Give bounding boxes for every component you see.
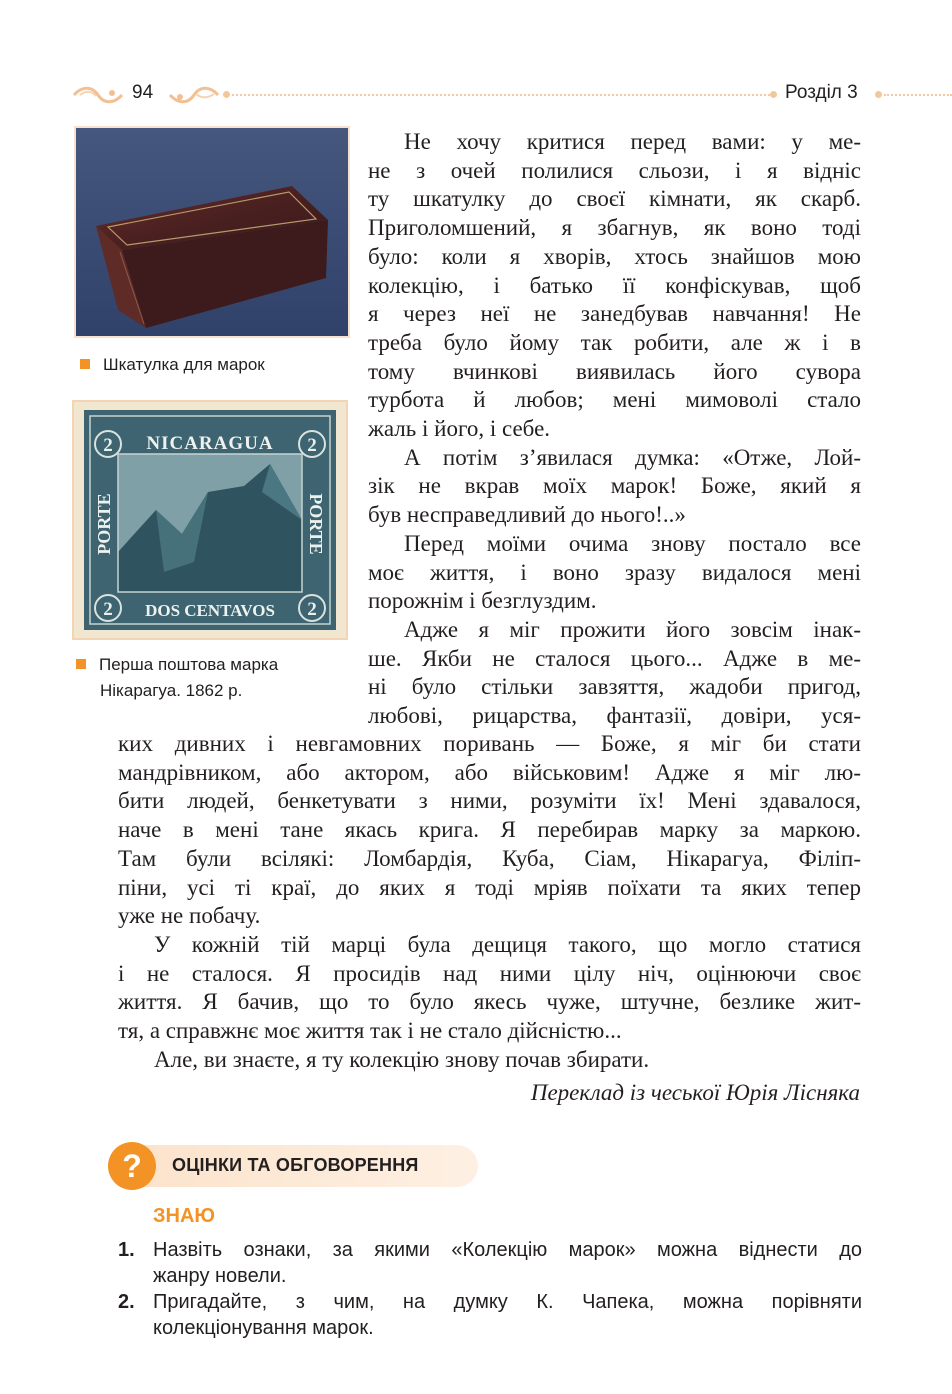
- section-label: Розділ 3: [785, 82, 858, 103]
- page-header: [0, 78, 952, 110]
- discussion-header: [108, 1142, 478, 1190]
- text-line: ні було стільки завзяття, жадоби пригод,: [368, 674, 861, 700]
- question-number: 1.: [118, 1239, 135, 1261]
- header-rule: [884, 94, 952, 96]
- text-line: уже не побачу.: [118, 903, 261, 929]
- stamp-box-photo: [76, 128, 348, 336]
- text-line: колекцію, і батько її конфіскував, щоб: [368, 272, 861, 298]
- text-line: Але, ви знаєте, я ту колекцію знову почав збирати.: [154, 1046, 650, 1072]
- narrow-text-column: [368, 128, 861, 731]
- figure-caption: Перша поштова марка Нікарагуа. 1862 р.: [76, 652, 278, 704]
- text-line: моє життя, і воно зразу видалося мені: [368, 559, 861, 585]
- svg-text:NICARAGUA: NICARAGUA: [146, 433, 274, 454]
- text-line: бити людей, бенкетувати з ними, розуміти їх! Мені здавалося,: [118, 788, 861, 814]
- svg-text:PORTE: PORTE: [94, 493, 114, 555]
- svg-text:DOS CENTAVOS: DOS CENTAVOS: [145, 601, 275, 620]
- text-line: ше. Якби не сталося цього... Адже в ме-: [368, 645, 861, 671]
- caption-bullet: [76, 659, 86, 669]
- header-dot: [875, 91, 882, 98]
- question-text: Назвіть ознаки, за якими «Колекцію марок» можна віднести до: [153, 1239, 862, 1261]
- svg-text:PORTE: PORTE: [306, 493, 326, 555]
- svg-text:2: 2: [103, 599, 113, 620]
- text-line: Адже я міг прожити його зовсім інак-: [404, 616, 861, 642]
- text-line: Там були всілякі: Ломбардія, Куба, Сіам, Нікарагуа, Філіп-: [118, 845, 861, 871]
- text-line: любові, рицарства, фантазії, довіри, уся-: [368, 703, 861, 729]
- text-line: Приголомшений, я збагнув, як воно тоді: [368, 215, 861, 241]
- svg-text:2: 2: [307, 599, 317, 620]
- discussion-title: ОЦІНКИ ТА ОБГОВОРЕННЯ: [172, 1155, 419, 1175]
- question-item: [118, 1289, 862, 1341]
- text-line: зік не вкрав моїх марок! Боже, який я: [368, 473, 861, 499]
- wide-text-column: [118, 730, 861, 1074]
- text-line: А потім з’явилася думка: «Отже, Лой-: [404, 444, 861, 470]
- text-line: тя, а справжнє моє життя так і не стало дійсністю...: [118, 1018, 622, 1044]
- text-line: Перед моїми очима знову постало все: [404, 530, 861, 556]
- header-dot: [223, 91, 230, 98]
- know-subtitle: ЗНАЮ: [153, 1205, 216, 1227]
- page-number: 94: [132, 82, 154, 103]
- text-line: мандрівником, або актором, або військовим! Адже я міг лю-: [118, 759, 861, 785]
- text-line: турбота й любов; мені мимоволі стало: [368, 387, 861, 413]
- text-line: тому вчинкові виявилась його сувора: [368, 358, 861, 384]
- question-text: жанру новели.: [153, 1265, 287, 1287]
- text-line: я через неї не занедбував навчання! Не: [368, 301, 861, 327]
- question-text: колекціонування марок.: [153, 1317, 374, 1339]
- nicaragua-stamp-photo: [74, 402, 346, 638]
- figure-caption: Шкатулка для марок: [80, 352, 265, 378]
- right-ornament-icon: [168, 84, 220, 106]
- text-line: не з очей полилися сльози, і я відніс: [368, 157, 861, 183]
- svg-text:2: 2: [103, 435, 113, 456]
- translation-credit: Переклад із чеської Юрія Лісняка: [530, 1080, 860, 1105]
- text-line: життя. Я бачив, що то було якесь чуже, штучне, безлике жит-: [118, 989, 861, 1015]
- text-line: піни, усі ті краї, до яких я тоді мріяв поїхати та яких тепер: [118, 874, 861, 900]
- text-line: жаль і його, і себе.: [368, 416, 551, 442]
- text-line: був несправедливий до нього!..»: [368, 502, 686, 528]
- header-dot: [770, 91, 777, 98]
- text-line: наче в мені тане якась крига. Я перебирав марку за маркою.: [118, 817, 861, 843]
- question-number: 2.: [118, 1291, 135, 1313]
- question-icon: ?: [108, 1142, 156, 1190]
- text-line: ту шкатулку до своєї кімнати, як скарб.: [368, 186, 861, 212]
- text-line: ких дивних і невгамовних поривань — Боже, я міг би стати: [118, 731, 861, 756]
- text-line: Не хочу критися перед вами: у ме-: [404, 129, 861, 154]
- svg-text:2: 2: [307, 435, 317, 456]
- text-line: треба було йому так робити, але ж і в: [368, 329, 861, 355]
- question-item: [118, 1237, 862, 1289]
- text-line: У кожній тій марці була дещиця такого, що могло статися: [154, 931, 861, 957]
- text-line: було: коли я хворів, хтось знайшов мою: [368, 243, 861, 269]
- caption-bullet: [80, 359, 90, 369]
- text-line: порожнім і безглуздим.: [368, 588, 597, 614]
- text-line: і не сталося. Я просидів над ними цілу ніч, оцінюючи своє: [118, 960, 861, 986]
- question-text: Пригадайте, з чим, на думку К. Чапека, можна порівняти: [153, 1291, 862, 1313]
- header-rule: [232, 94, 770, 96]
- left-ornament-icon: [72, 84, 124, 106]
